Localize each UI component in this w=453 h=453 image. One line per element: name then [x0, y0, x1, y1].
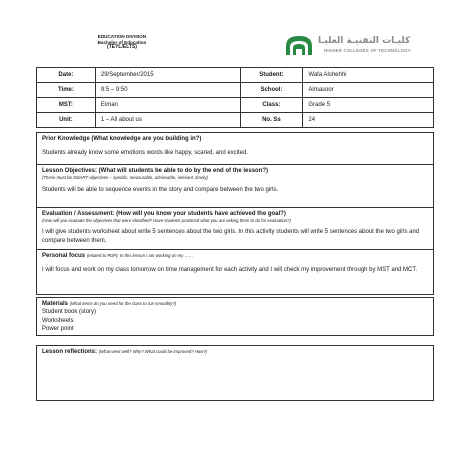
evaluation-text: I will give students worksheet about write 5 sentences about the two girls. In this activity students will write 5 sentences about the two girls and compare between them. [42, 229, 420, 244]
lesson-objectives-title: Lesson Objectives: (What will students be able to do by the end of the lesson?) [42, 168, 269, 174]
personal-focus-section [36, 249, 434, 295]
logo-english-text: HIGHER COLLEGES OF TECHNOLOGY [324, 48, 411, 53]
unit-label: Unit: [37, 113, 96, 128]
materials-item: Student book (story) [42, 309, 97, 315]
prior-knowledge-text: Students already know some emotions words like happy, scared, and excited. [42, 150, 248, 156]
number-of-students-value: 24 [303, 113, 434, 128]
table-row [37, 83, 434, 98]
personal-focus-title: Personal focus [42, 253, 86, 259]
division-title: EDUCATION DIVISION [97, 34, 147, 39]
table-row [37, 68, 434, 83]
prior-knowledge-section [36, 132, 434, 165]
materials-section [36, 297, 434, 336]
lesson-info-table [36, 67, 434, 128]
school-label: School: [240, 83, 303, 98]
document-header [62, 34, 182, 51]
student-value: Wafa Alshehhi [303, 68, 434, 83]
dome-logo-icon [284, 34, 314, 56]
degree-title: Bachelor of Education [97, 39, 147, 45]
lesson-reflections-title: Lesson reflections: [42, 349, 98, 355]
lesson-reflections-note: (What went well? Why? What could be improved? How?) [98, 349, 208, 354]
evaluation-section [36, 207, 434, 250]
table-row [37, 98, 434, 113]
lesson-reflections-heading [42, 348, 428, 356]
student-label: Student: [240, 68, 303, 83]
hct-logo [284, 34, 432, 56]
unit-value: 1 – All about us [95, 113, 240, 128]
materials-item: Power point [42, 326, 74, 332]
time-label: Time: [37, 83, 96, 98]
time-value: 9:5 – 9:50 [95, 83, 240, 98]
materials-title: Materials [42, 301, 69, 307]
mst-label: MST: [37, 98, 96, 113]
lesson-objectives-note: (These must be SMART objectives – specific, measurable, achievable, relevant, timely) [42, 175, 208, 180]
materials-heading [42, 300, 428, 308]
mst-value: Eiman [95, 98, 240, 113]
number-of-students-label: No. Ss [240, 113, 303, 128]
evaluation-title: Evaluation / Assessment: (How will you know your students have achieved the goal?) [42, 211, 286, 217]
materials-note: (What items do you need for the class to run smoothly?) [69, 301, 177, 306]
class-value: Grade 5 [303, 98, 434, 113]
logo-arabic-text: كليـات التقنيـة العليـا [318, 36, 411, 46]
evaluation-note: (How will you evaluate the objectives that were identified? Have students practiced what you are asking them to do for evaluation?) [42, 218, 291, 223]
materials-item: Worksheets [42, 317, 74, 324]
lesson-objectives-section [36, 164, 434, 208]
personal-focus-text: I will focus and work on my class tomorrow on time management for each activity and I will check my improvement through by MST and MCT. [42, 267, 418, 273]
program-title: (TEYL/ELTS) [107, 44, 137, 51]
date-value: 29/September/2015 [95, 68, 240, 83]
school-value: Almasoor [303, 83, 434, 98]
date-label: Date: [37, 68, 96, 83]
lesson-reflections-section [36, 345, 434, 401]
personal-focus-heading [42, 252, 428, 260]
class-label: Class: [240, 98, 303, 113]
prior-knowledge-title: Prior Knowledge (What knowledge are you building in?) [42, 136, 202, 142]
personal-focus-note: (related to PDP): In this lesson I am working on my …… [86, 253, 194, 258]
table-row [37, 113, 434, 128]
lesson-objectives-text: Students will be able to sequence events in the story and compare between the two girls. [42, 187, 279, 193]
